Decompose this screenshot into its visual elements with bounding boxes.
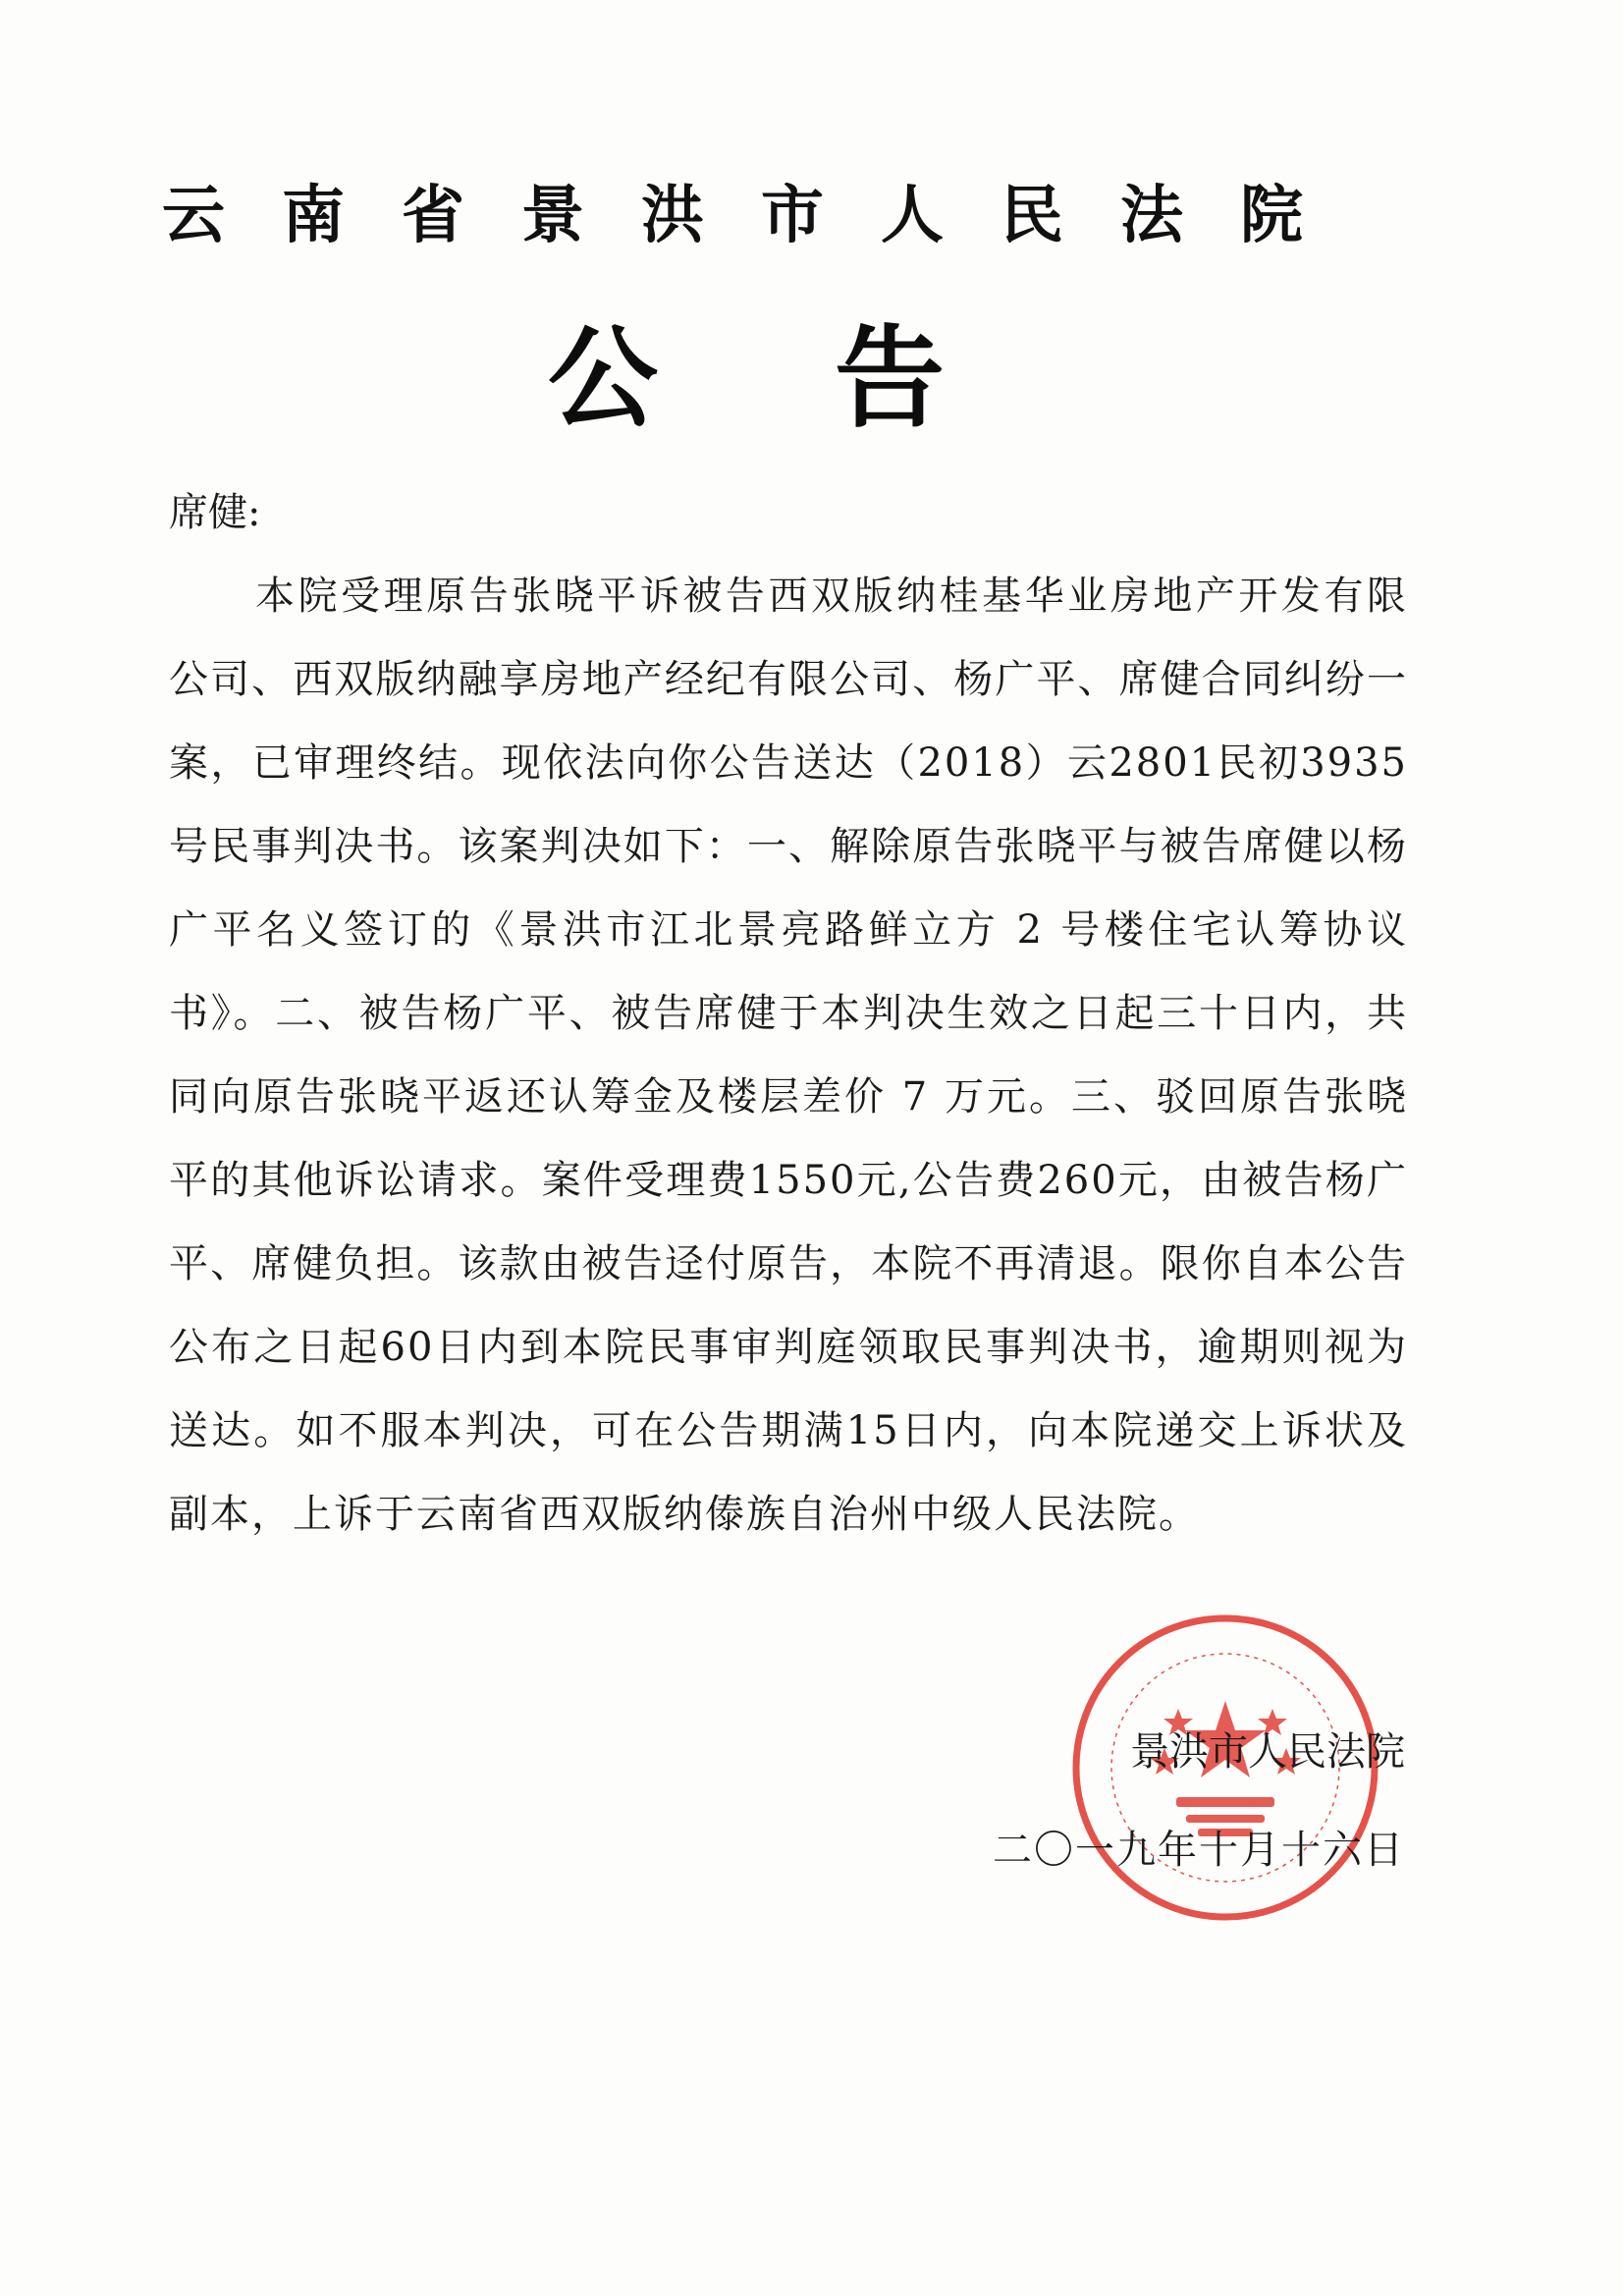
court-name-heading: 云南省景洪市人民法院 — [162, 179, 1360, 252]
notice-title: 公告 — [548, 314, 1121, 443]
issue-date: 二〇一九年十月十六日 — [993, 1828, 1405, 1873]
addressee: 席健: — [169, 490, 261, 535]
notice-body: 本院受理原告张晓平诉被告西双版纳桂基华业房地产开发有限公司、西双版纳融享房地产经纪有限公司、杨广平、席健合同纠纷一案，已审理终结。现依法向你公告送达（2018）云2801民初3935号民事判决书。该案判决如下：一、解除原告张晓平与被告席健以杨广平名义签订的《景洪市江北景亮路鲜立方 2 号楼住宅认筹协议书》。二、被告杨广平、被告席健于本判决生效之日起三十日内，共同向原告张晓平返还认筹金及楼层差价 7 万元。三、驳回原告张晓平的其他诉讼请求。案件受理费1550元,公告费260元，由被告杨广平、席健负担。该款由被告迳付原告，本院不再清退。限你自本公告公布之日起60日内到本院民事审判庭领取民事判决书，逾期则视为送达。如不服本判决，可在公告期满15日内，向本院递交上诉状及副本，上诉于云南省西双版纳傣族自治州中级人民法院。 — [169, 574, 1408, 1537]
signing-court: 景洪市人民法院 — [1130, 1729, 1405, 1775]
